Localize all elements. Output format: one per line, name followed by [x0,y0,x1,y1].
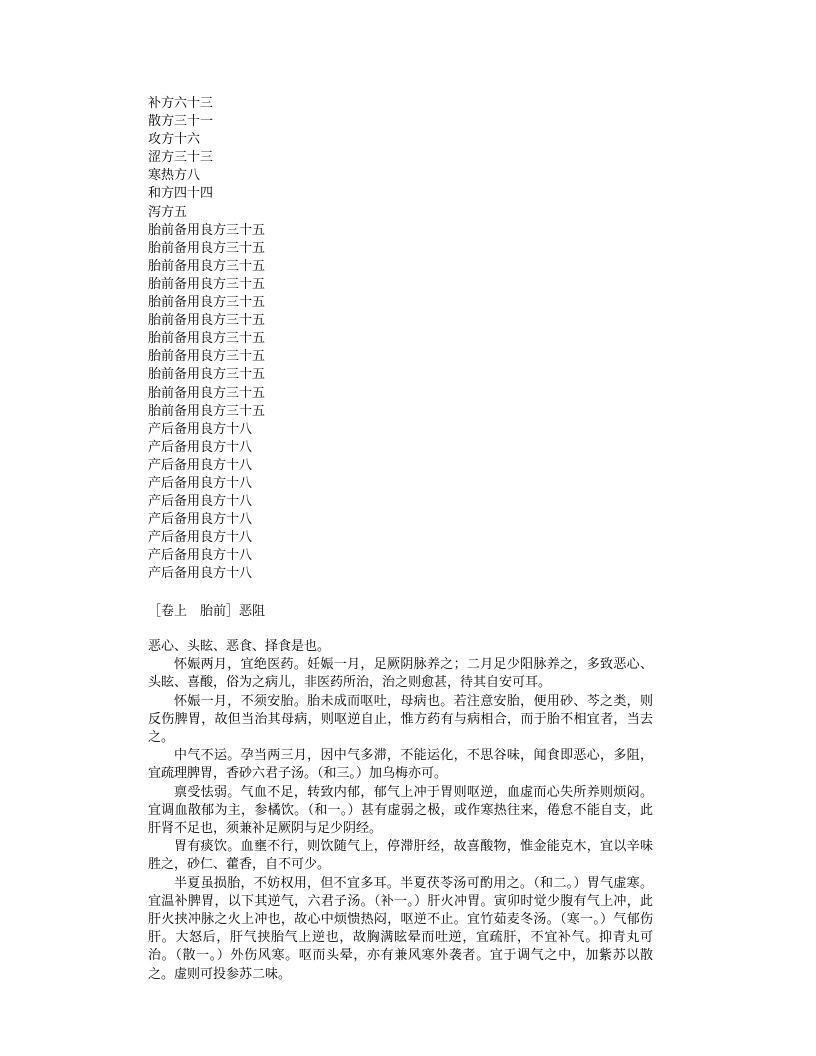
list-item: 胎前备用良方三十五 [148,385,266,401]
list-item: 胎前备用良方三十五 [148,349,266,365]
list-item: 产后备用良方十八 [148,475,253,491]
list-item: 胎前备用良方三十五 [148,276,266,292]
list-item: 产后备用良方十八 [148,566,253,582]
list-item: 胎前备用良方三十五 [148,240,266,256]
list-item: 胎前备用良方三十五 [148,295,266,311]
list-item: 胎前备用良方三十五 [148,367,266,383]
formula-list [148,95,265,584]
list-item: 产后备用良方十八 [148,512,253,528]
list-item: 攻方十六 [148,132,201,148]
paragraph: 胃有痰饮。血壅不行，则饮随气上，停滞肝经，故喜酸物，惟金能克木，宜以辛味胜之，砂仁、藿香，自不可少。 [148,839,653,873]
list-item: 胎前备用良方三十五 [148,331,266,347]
list-item: 产后备用良方十八 [148,548,253,564]
list-item: 胎前备用良方三十五 [148,222,266,238]
paragraph: 恶心、头眩、恶食、择食是也。 [148,639,331,654]
paragraph: 中气不运。孕当两三月，因中气多滞，不能运化，不思谷味，闻食即恶心，多阻，宜疏理脾胃，香砂六君子汤。（和三。）加乌梅亦可。 [148,748,653,782]
list-item: 产后备用良方十八 [148,494,253,510]
list-item: 产后备用良方十八 [148,421,253,437]
list-item: 散方三十一 [148,114,214,130]
paragraph: 怀娠一月，不须安胎。胎未成而呕吐，母病也。若注意安胎，便用砂、芩之类，则反伤脾胃，故但当治其母病，则呕逆自止，惟方药有与病相合，而于胎不相宜者，当去之。 [148,693,653,746]
list-item: 寒热方八 [148,168,201,184]
list-item: 补方六十三 [148,96,214,111]
list-item: 胎前备用良方三十五 [148,313,266,329]
list-item: 和方四十四 [148,186,214,202]
paragraph: 怀娠两月，宜绝医药。妊娠一月，足厥阴脉养之；二月足少阳脉养之，多致恶心、头眩、喜酸，俗为之病儿，非医药所治，治之则愈甚，待其自安可耳。 [148,657,653,691]
list-item: 泻方五 [148,204,188,220]
list-item: 产后备用良方十八 [148,439,253,455]
section-heading: ［卷上 胎前］恶阻 [148,604,266,619]
paragraph: 半夏虽损胎，不妨权用，但不宜多耳。半夏茯苓汤可酌用之。（和二。）胃气虚寒。宜温补脾胃，以下其逆气，六君子汤。（补一。）肝火冲胃。寅卯时觉少腹有气上冲，此肝火挟冲脉之火上冲也，故心中烦愦热闷，呕逆不止。宜竹茹麦冬汤。（寒一。）气郁伤肝。大怒后，肝气挟胎气上逆也，故胸满眩晕而吐逆，宜疏肝，不宜补气。抑青丸可治。（散一。）外伤风寒。呕而头晕，亦有兼风寒外袭者。宜于调气之中，加紫苏以散之。虚则可投参苏二味。 [148,875,653,982]
paragraph: 禀受怯弱。气血不足，转致内郁，郁气上冲于胃则呕逆，血虚而心失所养则烦闷。宜调血散郁为主，参橘饮。（和一。）甚有虚弱之极，或作寒热往来，倦怠不能自支，此肝肾不足也，须兼补足厥阴与足少阴经。 [148,784,653,837]
list-item: 产后备用良方十八 [148,457,253,473]
list-item: 涩方三十三 [148,150,214,166]
list-item: 胎前备用良方三十五 [148,403,266,419]
body-text [148,638,653,984]
list-item: 胎前备用良方三十五 [148,258,266,274]
list-item: 产后备用良方十八 [148,530,253,546]
